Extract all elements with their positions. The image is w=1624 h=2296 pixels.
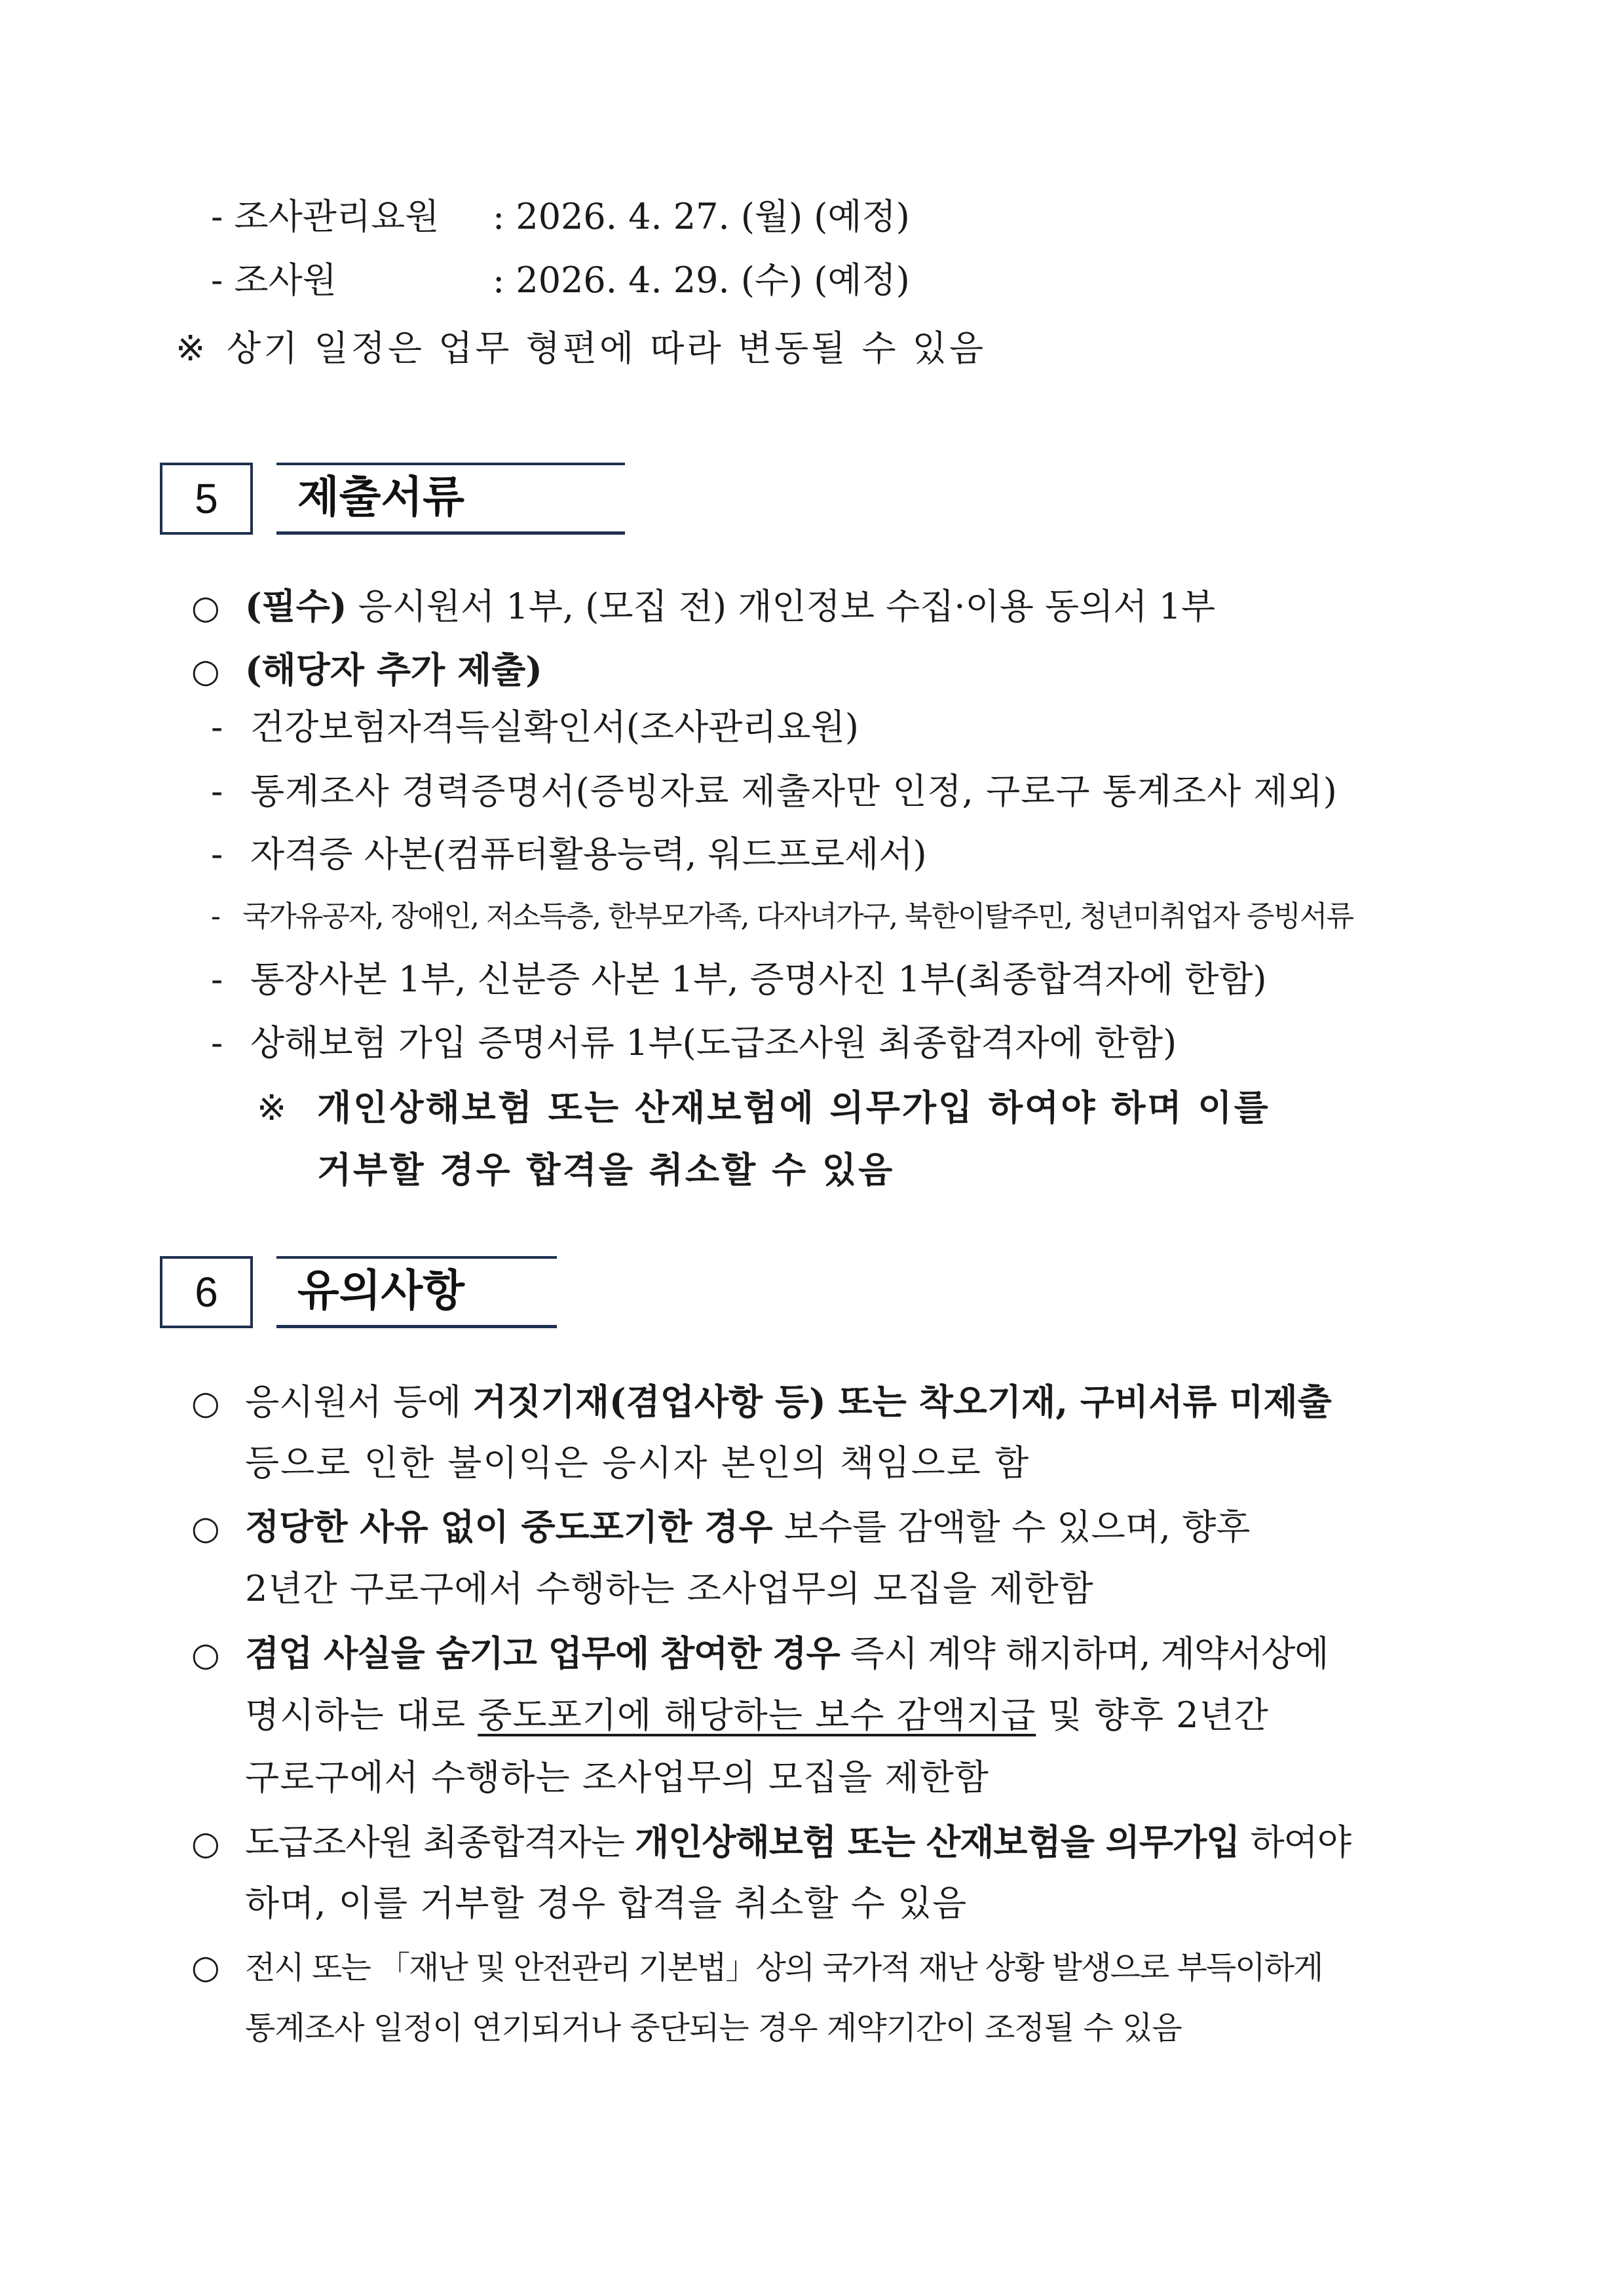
section5-item-required — [191, 583, 1215, 629]
section5-subitem: - 통장사본 1부, 신분증 사본 1부, 증명사진 1부(최종합격자에 한함) — [211, 957, 1267, 1003]
schedule-value-surveyor: : 2026. 4. 29. (수) (예정) — [493, 259, 910, 301]
notice-item-4-cont: 하며, 이를 거부할 경우 합격을 취소할 수 있음 — [245, 1883, 968, 1924]
dash-bullet: - — [211, 900, 219, 933]
additional-label: (해당자 추가 제출) — [245, 649, 542, 691]
notice-item-5: ○ 전시 또는 「재난 및 안전관리 기본법」상의 국가적 재난 상황 발생으로 부득이하게 — [191, 1944, 1322, 1990]
notice-item-2-cont: 2년간 구로구에서 수행하는 조사업무의 모집을 제한함 — [245, 1568, 1094, 1609]
dash-bullet: - — [211, 706, 223, 748]
section5-subitem: - 건강보험자격득실확인서(조사관리요원) — [211, 704, 859, 750]
notice-item-5-cont: 통계조사 일정이 연기되거나 중단되는 경우 계약기간이 조정될 수 있음 — [245, 2010, 1182, 2046]
reference-mark-icon: ※ — [176, 328, 208, 369]
notice-item-3-cont2: 구로구에서 수행하는 조사업무의 모집을 제한함 — [245, 1757, 989, 1798]
schedule-note-text: 상기 일정은 업무 형편에 따라 변동될 수 있음 — [227, 328, 987, 369]
section5-item-additional — [191, 647, 542, 693]
section5-note-line1: ※ 개인상해보험 또는 산재보험에 의무가입 하여야 하며 이를 — [257, 1084, 1270, 1130]
section-6-number: 6 — [160, 1256, 253, 1328]
section-5-title: 제출서류 — [276, 463, 625, 535]
schedule-note — [176, 326, 986, 372]
reference-mark-icon: ※ — [257, 1087, 289, 1128]
underlined-penalty: 중도포기에 해당하는 보수 감액지급 — [478, 1694, 1036, 1736]
section-5-number: 5 — [160, 463, 253, 535]
schedule-value-manager: : 2026. 4. 27. (월) (예정) — [493, 196, 910, 237]
schedule-line-manager — [211, 194, 910, 240]
section5-subitem: - 국가유공자, 장애인, 저소득층, 한부모가족, 다자녀가구, 북한이탈주민, 청년미취업자 증빙서류 — [211, 894, 1353, 940]
circle-bullet-icon: ○ — [191, 652, 220, 690]
section5-note-line2: 거부할 경우 합격을 취소할 수 있음 — [317, 1149, 895, 1191]
schedule-label-manager: - 조사관리요원 — [211, 196, 440, 237]
dash-bullet: - — [211, 959, 223, 1000]
circle-bullet-icon: ○ — [191, 1948, 219, 1986]
notice-item-4: ○ 도급조사원 최종합격자는 개인상해보험 또는 산재보험을 의무가입 하여야 — [191, 1819, 1351, 1865]
schedule-line-surveyor — [211, 258, 910, 303]
required-label: (필수) — [245, 585, 347, 627]
circle-bullet-icon: ○ — [191, 1824, 219, 1862]
dash-bullet: - — [211, 771, 223, 812]
required-text: 응시원서 1부, (모집 전) 개인정보 수집·이용 동의서 1부 — [347, 586, 1216, 627]
notice-item-3: ○ 겸업 사실을 숨기고 업무에 참여한 경우 즉시 계약 해지하며, 계약서상에 — [191, 1630, 1329, 1676]
dash-bullet: - — [211, 1022, 223, 1063]
circle-bullet-icon: ○ — [191, 1384, 220, 1422]
circle-bullet-icon: ○ — [191, 1636, 219, 1674]
section-6-title: 유의사항 — [276, 1256, 557, 1328]
dash-bullet: - — [211, 833, 223, 875]
section5-subitem: - 통계조사 경력증명서(증빙자료 제출자만 인정, 구로구 통계조사 제외) — [211, 769, 1338, 814]
schedule-label-surveyor: - 조사원 — [211, 259, 337, 301]
notice-item-3-cont: 명시하는 대로 중도포기에 해당하는 보수 감액지급 및 향후 2년간 — [245, 1694, 1269, 1736]
notice-item-1: ○ 응시원서 등에 거짓기재(겸업사항 등) 또는 착오기재, 구비서류 미제출 — [191, 1379, 1332, 1425]
section5-subitem: - 자격증 사본(컴퓨터활용능력, 워드프로세서) — [211, 832, 927, 877]
circle-bullet-icon: ○ — [191, 1509, 220, 1547]
section5-subitem: - 상해보험 가입 증명서류 1부(도급조사원 최종합격자에 한함) — [211, 1020, 1177, 1066]
circle-bullet-icon: ○ — [191, 588, 220, 626]
notice-item-1-cont: 등으로 인한 불이익은 응시자 본인의 책임으로 함 — [245, 1442, 1030, 1483]
notice-item-2: ○ 정당한 사유 없이 중도포기한 경우 보수를 감액할 수 있으며, 향후 — [191, 1504, 1250, 1550]
